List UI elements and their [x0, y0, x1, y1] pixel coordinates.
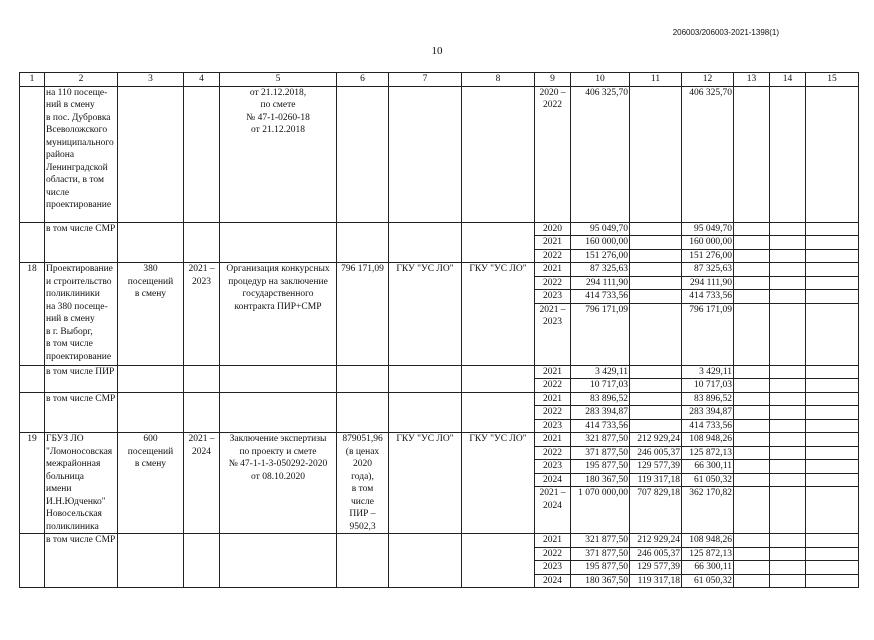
amount-total: 195 877,50 [571, 561, 630, 575]
table-cell [462, 365, 535, 392]
col-14-cell [770, 487, 806, 534]
table-cell [389, 365, 462, 392]
table-cell [337, 392, 389, 433]
col-13-cell [734, 276, 770, 290]
amount-federal: 246 005,37 [630, 547, 682, 561]
amount-total: 87 325,63 [571, 263, 630, 277]
table-cell [220, 365, 337, 392]
col-14-cell [770, 86, 806, 222]
column-header: 15 [806, 73, 859, 87]
smr-label: в том числе СМР [45, 392, 118, 433]
amount-federal [630, 86, 682, 222]
col-15-cell [806, 365, 859, 379]
amount-total: 3 429,11 [571, 365, 630, 379]
pir-label: в том числе ПИР [45, 365, 118, 392]
amount-regional: 3 429,11 [682, 365, 734, 379]
amount-federal [630, 303, 682, 365]
object-name-cell: на 110 посеще- ний в смену в пос. Дубровка Всеволожского муниципального района Ленинградской области, в том числе проектирование [45, 86, 118, 222]
document-basis-cell: Заключение экспертизы по проекту и смете № 47-1-1-3-050292-2020 от 08.10.2020 [220, 433, 337, 534]
table-row [20, 433, 859, 447]
amount-federal [630, 249, 682, 263]
amount-total: 371 877,50 [571, 547, 630, 561]
col-13-cell [734, 86, 770, 222]
col-15-cell [806, 460, 859, 474]
table-cell [337, 534, 389, 588]
col-14-cell [770, 249, 806, 263]
table-row [20, 534, 859, 548]
capacity-cell: 380 посещений в смену [118, 263, 184, 366]
col-15-cell [806, 406, 859, 420]
amount-regional: 108 948,26 [682, 534, 734, 548]
row-number-cell [20, 86, 45, 222]
col-14-cell [770, 222, 806, 236]
period-cell: 2021 – 2024 [184, 433, 220, 534]
col-15-cell [806, 487, 859, 534]
col-15-cell [806, 290, 859, 304]
table-cell [462, 392, 535, 433]
amount-total: 180 367,50 [571, 473, 630, 487]
column-header: 7 [389, 73, 462, 87]
col-14-cell [770, 574, 806, 588]
column-header: 1 [20, 73, 45, 87]
col-13-cell [734, 249, 770, 263]
year-cell: 2021 [535, 534, 571, 548]
column-header: 11 [630, 73, 682, 87]
amount-federal: 707 829,18 [630, 487, 682, 534]
col-14-cell [770, 473, 806, 487]
row-number-cell: 19 [20, 433, 45, 534]
amount-total: 283 394,87 [571, 406, 630, 420]
amount-federal [630, 419, 682, 433]
col-14-cell [770, 303, 806, 365]
amount-regional: 406 325,70 [682, 86, 734, 222]
amount-regional: 10 717,03 [682, 379, 734, 393]
column-header: 9 [535, 73, 571, 87]
col-15-cell [806, 263, 859, 277]
year-cell: 2023 [535, 460, 571, 474]
amount-regional: 362 170,82 [682, 487, 734, 534]
col-13-cell [734, 460, 770, 474]
column-header: 8 [462, 73, 535, 87]
table-cell [118, 86, 184, 222]
table-cell [184, 392, 220, 433]
amount-federal [630, 392, 682, 406]
table-cell [220, 534, 337, 588]
table-cell [118, 534, 184, 588]
column-header: 5 [220, 73, 337, 87]
amount-total: 10 717,03 [571, 379, 630, 393]
year-cell: 2024 [535, 473, 571, 487]
col-15-cell [806, 574, 859, 588]
document-id: 206003/206003-2021-1398(1) [672, 28, 779, 37]
col-13-cell [734, 303, 770, 365]
object-name-cell: Проектирование и строительство поликлиники на 380 посеще- ний в смену в г. Выборг, в том числе проектирование [45, 263, 118, 366]
amount-regional: 283 394,87 [682, 406, 734, 420]
col-15-cell [806, 534, 859, 548]
year-cell: 2022 [535, 406, 571, 420]
object-name-cell: ГБУЗ ЛО "Ломоносовская межрайонная больница имени И.Н.Юдченко" Новосельская поликлиника [45, 433, 118, 534]
amount-federal [630, 236, 682, 250]
table-cell [184, 534, 220, 588]
amount-total: 294 111,90 [571, 276, 630, 290]
year-cell: 2022 [535, 249, 571, 263]
year-cell: 2021 [535, 392, 571, 406]
col-13-cell [734, 236, 770, 250]
table-row [20, 365, 859, 379]
col-15-cell [806, 473, 859, 487]
estimated-cost-cell: 796 171,09 [337, 263, 389, 366]
header-row [20, 73, 859, 87]
customer-cell: ГКУ "УС ЛО" [389, 263, 462, 366]
amount-regional: 66 300,11 [682, 460, 734, 474]
column-header: 12 [682, 73, 734, 87]
amount-federal: 212 929,24 [630, 433, 682, 447]
table-cell [462, 222, 535, 263]
column-header: 14 [770, 73, 806, 87]
table-cell [20, 534, 45, 588]
table-cell [337, 222, 389, 263]
amount-regional: 796 171,09 [682, 303, 734, 365]
amount-federal [630, 222, 682, 236]
col-15-cell [806, 446, 859, 460]
col-15-cell [806, 547, 859, 561]
col-13-cell [734, 574, 770, 588]
column-header: 6 [337, 73, 389, 87]
year-cell: 2021 – 2024 [535, 487, 571, 534]
col-15-cell [806, 86, 859, 222]
amount-total: 321 877,50 [571, 433, 630, 447]
amount-federal: 119 317,18 [630, 473, 682, 487]
table-row [20, 222, 859, 236]
amount-total: 414 733,56 [571, 290, 630, 304]
table-cell [389, 86, 462, 222]
col-13-cell [734, 534, 770, 548]
col-14-cell [770, 276, 806, 290]
amount-total: 83 896,52 [571, 392, 630, 406]
col-14-cell [770, 534, 806, 548]
table-cell [462, 534, 535, 588]
amount-regional: 95 049,70 [682, 222, 734, 236]
year-cell: 2021 – 2023 [535, 303, 571, 365]
amount-total: 180 367,50 [571, 574, 630, 588]
amount-regional: 66 300,11 [682, 561, 734, 575]
developer-cell: ГКУ "УС ЛО" [462, 263, 535, 366]
year-cell: 2021 [535, 365, 571, 379]
table-cell [20, 392, 45, 433]
col-13-cell [734, 406, 770, 420]
col-15-cell [806, 561, 859, 575]
col-14-cell [770, 365, 806, 379]
table-cell [118, 365, 184, 392]
amount-total: 160 000,00 [571, 236, 630, 250]
amount-regional: 83 896,52 [682, 392, 734, 406]
table-row [20, 263, 859, 277]
col-14-cell [770, 460, 806, 474]
amount-total: 796 171,09 [571, 303, 630, 365]
year-cell: 2021 [535, 433, 571, 447]
table-cell [389, 392, 462, 433]
table-cell [118, 222, 184, 263]
col-13-cell [734, 379, 770, 393]
period-cell: 2021 – 2023 [184, 263, 220, 366]
amount-federal [630, 379, 682, 393]
amount-total: 195 877,50 [571, 460, 630, 474]
table-cell [184, 86, 220, 222]
column-header: 10 [571, 73, 630, 87]
amount-regional: 151 276,00 [682, 249, 734, 263]
col-15-cell [806, 249, 859, 263]
col-13-cell [734, 446, 770, 460]
table-cell [184, 365, 220, 392]
table-row [20, 392, 859, 406]
col-13-cell [734, 290, 770, 304]
amount-federal: 119 317,18 [630, 574, 682, 588]
col-14-cell [770, 379, 806, 393]
col-13-cell [734, 392, 770, 406]
col-13-cell [734, 222, 770, 236]
col-13-cell [734, 487, 770, 534]
year-cell: 2020 – 2022 [535, 86, 571, 222]
table-row [20, 86, 859, 222]
col-13-cell [734, 263, 770, 277]
amount-federal [630, 406, 682, 420]
col-13-cell [734, 419, 770, 433]
column-header: 3 [118, 73, 184, 87]
column-header: 13 [734, 73, 770, 87]
table-cell [462, 86, 535, 222]
col-14-cell [770, 392, 806, 406]
table-cell [118, 392, 184, 433]
year-cell: 2023 [535, 290, 571, 304]
col-14-cell [770, 290, 806, 304]
year-cell: 2021 [535, 236, 571, 250]
col-14-cell [770, 263, 806, 277]
amount-regional: 61 050,32 [682, 473, 734, 487]
col-14-cell [770, 547, 806, 561]
col-15-cell [806, 303, 859, 365]
amount-federal [630, 365, 682, 379]
col-13-cell [734, 561, 770, 575]
amount-federal [630, 263, 682, 277]
amount-regional: 294 111,90 [682, 276, 734, 290]
amount-regional: 125 872,13 [682, 446, 734, 460]
col-13-cell [734, 433, 770, 447]
col-13-cell [734, 365, 770, 379]
col-14-cell [770, 406, 806, 420]
col-15-cell [806, 276, 859, 290]
year-cell: 2022 [535, 276, 571, 290]
column-header: 2 [45, 73, 118, 87]
amount-federal [630, 290, 682, 304]
amount-federal: 129 577,39 [630, 460, 682, 474]
column-header: 4 [184, 73, 220, 87]
capacity-cell: 600 посещений в смену [118, 433, 184, 534]
col-14-cell [770, 236, 806, 250]
amount-total: 414 733,56 [571, 419, 630, 433]
year-cell: 2022 [535, 547, 571, 561]
table-cell [20, 222, 45, 263]
table-cell [337, 86, 389, 222]
amount-federal [630, 276, 682, 290]
amount-total: 321 877,50 [571, 534, 630, 548]
developer-cell: ГКУ "УС ЛО" [462, 433, 535, 534]
amount-federal: 246 005,37 [630, 446, 682, 460]
col-13-cell [734, 547, 770, 561]
year-cell: 2023 [535, 419, 571, 433]
amount-total: 1 070 000,00 [571, 487, 630, 534]
col-13-cell [734, 473, 770, 487]
year-cell: 2023 [535, 561, 571, 575]
col-14-cell [770, 433, 806, 447]
investment-table [19, 72, 859, 588]
amount-regional: 160 000,00 [682, 236, 734, 250]
year-cell: 2022 [535, 446, 571, 460]
table-cell [337, 365, 389, 392]
col-14-cell [770, 446, 806, 460]
row-number-cell: 18 [20, 263, 45, 366]
table-cell [20, 365, 45, 392]
estimated-cost-cell: 879051,96 (в ценах 2020 года), в том числе ПИР – 9502,3 [337, 433, 389, 534]
amount-total: 151 276,00 [571, 249, 630, 263]
amount-regional: 414 733,56 [682, 290, 734, 304]
page-number: 10 [431, 45, 443, 57]
amount-regional: 61 050,32 [682, 574, 734, 588]
smr-label: в том числе СМР [45, 534, 118, 588]
table-cell [389, 222, 462, 263]
year-cell: 2020 [535, 222, 571, 236]
amount-total: 371 877,50 [571, 446, 630, 460]
col-15-cell [806, 379, 859, 393]
table-cell [184, 222, 220, 263]
col-14-cell [770, 419, 806, 433]
amount-regional: 108 948,26 [682, 433, 734, 447]
smr-label: в том числе СМР [45, 222, 118, 263]
table-cell [389, 534, 462, 588]
document-basis-cell: Организация конкурсных процедур на заключение государственного контракта ПИР+СМР [220, 263, 337, 366]
col-15-cell [806, 392, 859, 406]
amount-federal: 129 577,39 [630, 561, 682, 575]
col-14-cell [770, 561, 806, 575]
col-15-cell [806, 433, 859, 447]
amount-regional: 414 733,56 [682, 419, 734, 433]
customer-cell: ГКУ "УС ЛО" [389, 433, 462, 534]
col-15-cell [806, 222, 859, 236]
col-15-cell [806, 236, 859, 250]
amount-total: 406 325,70 [571, 86, 630, 222]
table-cell [220, 392, 337, 433]
year-cell: 2021 [535, 263, 571, 277]
amount-regional: 87 325,63 [682, 263, 734, 277]
amount-total: 95 049,70 [571, 222, 630, 236]
table-cell [220, 222, 337, 263]
year-cell: 2022 [535, 379, 571, 393]
document-basis-cell: от 21.12.2018, по смете № 47-1-0260-18 от 21.12.2018 [220, 86, 337, 222]
amount-federal: 212 929,24 [630, 534, 682, 548]
amount-regional: 125 872,13 [682, 547, 734, 561]
year-cell: 2024 [535, 574, 571, 588]
col-15-cell [806, 419, 859, 433]
